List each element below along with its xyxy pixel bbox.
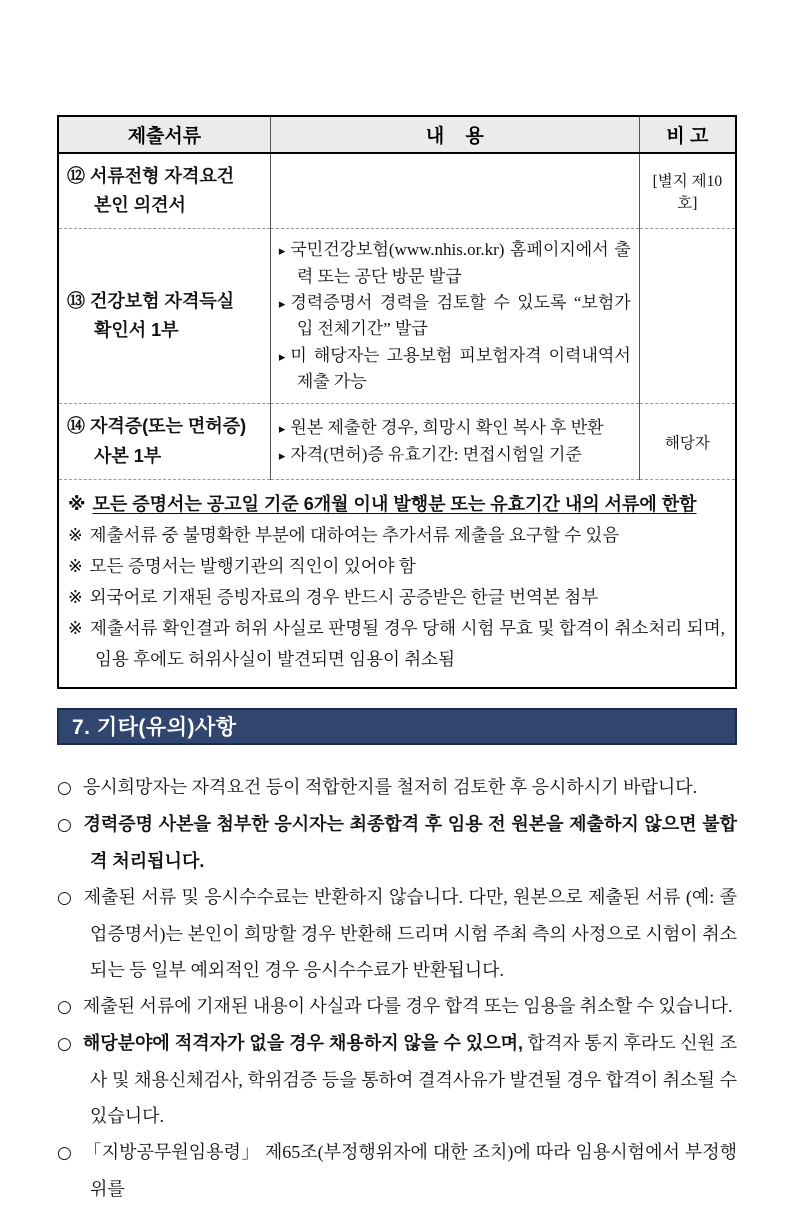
triangle-bullet-icon: ▸: [278, 448, 286, 464]
content-text: 자격(면허)증 유효기간: 면접시험일 기준: [290, 444, 582, 464]
circle-bullet-icon: ○: [57, 887, 73, 908]
document-title: ⑭ 자격증(또는 면허증) 사본 1부: [67, 416, 247, 466]
content-item: [279, 237, 631, 290]
circle-bullet-icon: ○: [57, 1142, 73, 1163]
content-item: [279, 442, 631, 468]
content-text: 국민건강보험(www.nhis.or.kr) 홈페이지에서 출력 또는 공단 방문 발급: [290, 240, 631, 286]
section-header-bar: [57, 708, 737, 745]
content-text: 원본 제출한 경우, 희망시 확인 복사 후 반환: [290, 418, 604, 438]
triangle-bullet-icon: ▸: [278, 422, 286, 438]
reference-mark-icon: ※: [68, 587, 83, 608]
reference-mark-icon: ※: [68, 493, 86, 515]
notice-text: 「지방공무원임용령」 제65조(부정행위자에 대한 조치)에 따라 임용시험에서 부정행위를: [83, 1141, 737, 1199]
content-cell: [270, 229, 639, 404]
content-text: 경력증명서 경력을 검토할 수 있도록 “보험가입 전체기간” 발급: [290, 293, 631, 339]
reference-mark-icon: ※: [68, 556, 83, 577]
content-item: [279, 415, 631, 441]
triangle-bullet-icon: ▸: [278, 297, 286, 312]
table-note-line: [68, 582, 725, 613]
content-text: 미 해당자는 고용보험 피보험자격 이력내역서 제출 가능: [290, 345, 631, 392]
col-header-remark-label: 비 고: [666, 126, 709, 147]
col-header-content-label: 내 용: [425, 126, 484, 147]
table-note-text: 제출서류 확인결과 허위 사실로 판명될 경우 당해 시험 무효 및 합격이 취소처리 되며, 임용 후에도 허위사실이 발견되면 임용이 취소됨: [89, 617, 725, 669]
table-notes-list: [68, 489, 725, 674]
notice-item: [57, 769, 737, 806]
col-header-remark: [639, 116, 736, 153]
reference-mark-icon: ※: [68, 618, 83, 639]
document-title: ⑬ 건강보험 자격득실 확인서 1부: [67, 291, 235, 341]
document-name-cell: [58, 153, 270, 229]
circled-number-icon: ⑬: [67, 291, 85, 313]
documents-table-body: [58, 153, 736, 479]
notice-list: [57, 769, 737, 1207]
notice-text: 경력증명 사본을 첨부한 응시자는 최종합격 후 임용 전 원본을 제출하지 않으면 불합격 처리됩니다.: [83, 813, 737, 871]
reference-mark-icon: ※: [68, 525, 83, 546]
table-row: [58, 404, 736, 479]
content-cell: [270, 404, 639, 479]
notice-text: 제출된 서류 및 응시수수료는 반환하지 않습니다. 다만, 원본으로 제출된 서류 (예: 졸업증명서)는 본인이 희망할 경우 반환해 드리며 시험 주최 측의 사정으로 시험이 취소되는 등 일부 예외적인 경우 응시수수료가 반환됩니다.: [83, 886, 737, 980]
circle-bullet-icon: ○: [57, 814, 73, 835]
remark-cell: 해당자: [639, 404, 736, 479]
table-note-text: 외국어로 기재된 증빙자료의 경우 반드시 공증받은 한글 번역본 첨부: [89, 586, 599, 607]
content-cell: [270, 153, 639, 229]
notice-item: [57, 1025, 737, 1134]
circle-bullet-icon: ○: [57, 1033, 72, 1054]
notice-item: [57, 879, 737, 988]
table-note-line: [68, 489, 725, 520]
table-notes-cell: [58, 479, 736, 688]
circled-number-icon: ⑫: [67, 166, 85, 187]
table-note-text: 모든 증명서는 발행기관의 직인이 있어야 함: [89, 555, 416, 576]
triangle-bullet-icon: ▸: [278, 244, 286, 260]
notice-text: 제출된 서류에 기재된 내용이 사실과 다를 경우 합격 또는 임용을 취소할 수 있습니다.: [82, 995, 733, 1016]
remark-cell: [별지 제10호]: [639, 153, 736, 229]
notice-text: 응시희망자는 자격요건 등이 적합한지를 철저히 검토한 후 응시하시기 바랍니다.: [82, 776, 698, 797]
remark-cell: [639, 229, 736, 404]
notice-item: [57, 988, 737, 1025]
content-item: [279, 343, 631, 396]
table-header-row: [58, 116, 736, 153]
submission-documents-table: [57, 115, 737, 689]
table-note-line: [68, 613, 725, 674]
triangle-bullet-icon: ▸: [278, 349, 286, 365]
col-header-content: [270, 116, 639, 153]
circle-bullet-icon: ○: [57, 996, 72, 1017]
table-notes-section: [58, 479, 736, 688]
col-header-documents: [58, 116, 270, 153]
content-item: [279, 290, 631, 343]
col-header-documents-label: 제출서류: [127, 126, 202, 147]
notice-text: 해당분야에 적격자가 없을 경우 채용하지 않을 수 있으며,: [82, 1032, 524, 1053]
table-note-line: [68, 551, 725, 582]
table-row: [58, 229, 736, 404]
notice-item: [57, 806, 737, 879]
notice-item: [57, 1134, 737, 1207]
section-title: 7. 기타(유의)사항: [72, 716, 237, 740]
table-note-text: 모든 증명서는 공고일 기준 6개월 이내 발행분 또는 유효기간 내의 서류에 한함: [92, 493, 697, 514]
circle-bullet-icon: ○: [57, 777, 72, 798]
document-title: ⑫ 서류전형 자격요건 본인 의견서: [67, 166, 235, 216]
circled-number-icon: ⑭: [67, 416, 85, 438]
document-name-cell: [58, 229, 270, 404]
table-note-text: 제출서류 중 불명확한 부분에 대하여는 추가서류 제출을 요구할 수 있음: [89, 524, 620, 545]
table-row: [58, 153, 736, 229]
table-note-line: [68, 520, 725, 551]
notice-text: 합격자 통지 후라도 신원 조사 및 채용신체검사, 학위검증 등을 통하여 결격사유가 발견될 경우 합격이 취소될 수 있습니다.: [90, 1032, 737, 1126]
document-name-cell: [58, 404, 270, 479]
